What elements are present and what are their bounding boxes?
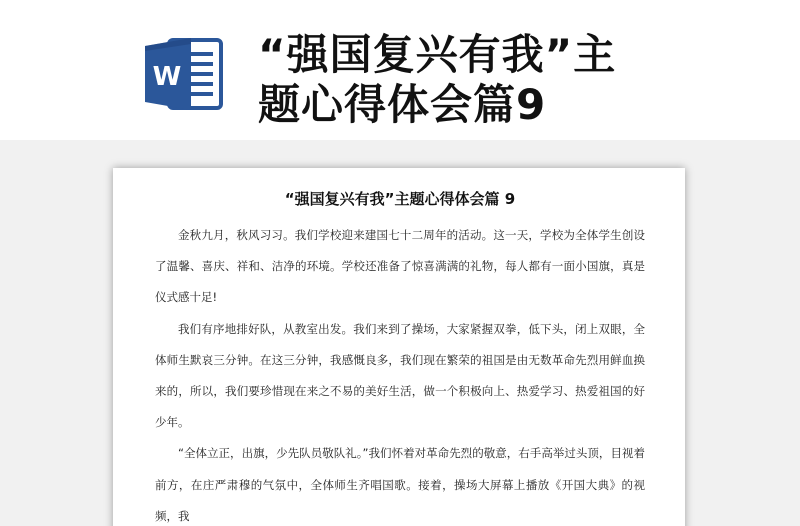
document-paragraph: 金秋九月，秋风习习。我们学校迎来建国七十二周年的活动。这一天，学校为全体学生创设了温馨、喜庆、祥和、洁净的环境。学校还准备了惊喜满满的礼物，每人都有一面小国旗，真是仪式感十足! — [155, 228, 645, 305]
document-page — [113, 168, 685, 526]
banner-title-line2: 题心得体会篇9 — [258, 80, 547, 129]
banner-title-line1: “强国复兴有我”主 — [258, 30, 617, 79]
header-banner — [0, 0, 800, 140]
document-title: “强国复兴有我”主题心得体会篇 9 — [284, 190, 516, 208]
document-paragraph: 我们有序地排好队，从教室出发。我们来到了操场，大家紧握双拳，低下头，闭上双眼，全体师生默哀三分钟。在这三分钟，我感慨良多，我们现在繁荣的祖国是由无数革命先烈用鲜血换来的，所以，我们要珍惜现在来之不易的美好生活，做一个积极向上、热爱学习、热爱祖国的好少年。 — [155, 321, 645, 430]
banner-title — [258, 30, 678, 130]
document-paragraph: “全体立正，出旗，少先队员敬队礼。”我们怀着对革命先烈的敬意，右手高举过头顶，目视着前方，在庄严肃穆的气氛中，全体师生齐唱国歌。接着，操场大屏幕上播放《开国大典》的视频，我 — [155, 446, 645, 523]
word-document-icon — [143, 34, 225, 114]
word-icon-letter: W — [152, 62, 182, 92]
